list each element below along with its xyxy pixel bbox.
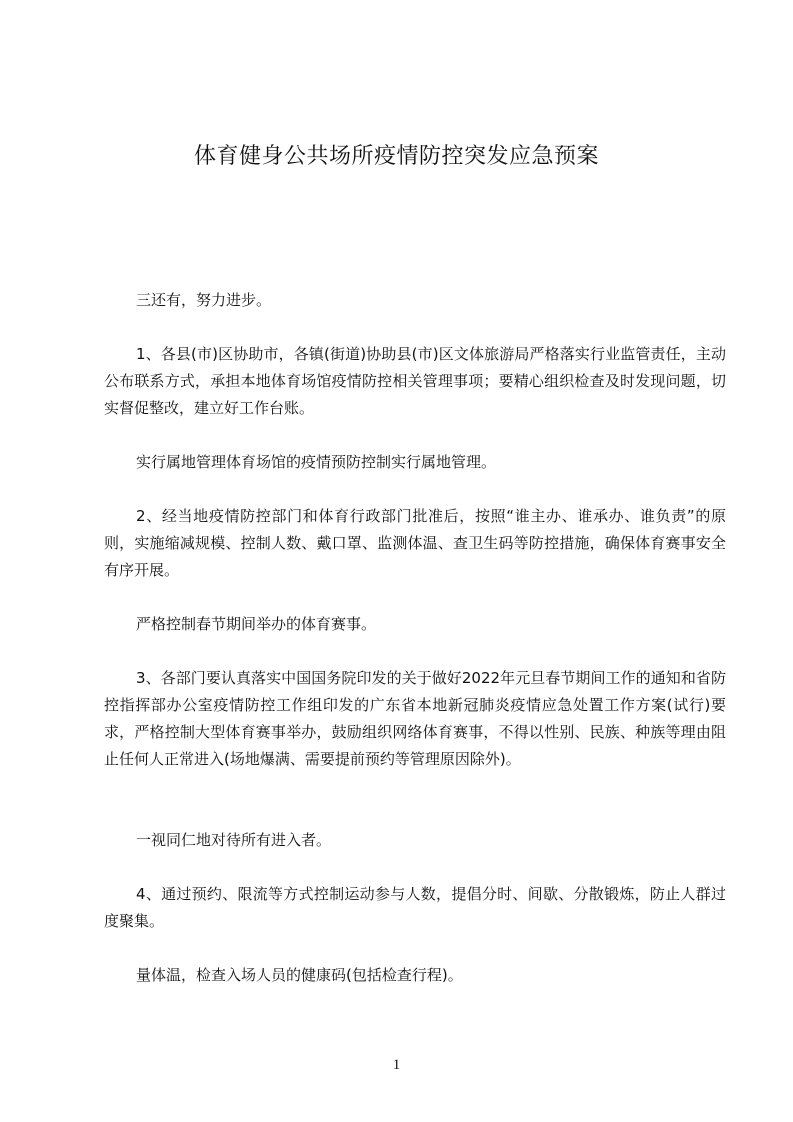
paragraph: 2、经当地疫情防控部门和体育行政部门批准后，按照“谁主办、谁承办、谁负责”的原则，实施缩减规模、控制人数、戴口罩、监测体温、查卫生码等防控措施，确保体育赛事安全有序开展。 xyxy=(104,507,726,579)
page-number: 1 xyxy=(392,1057,401,1073)
paragraph: 3、各部门要认真落实中国国务院印发的关于做好2022年元旦春节期间工作的通知和省防控指挥部办公室疫情防控工作组印发的广东省本地新冠肺炎疫情应急处置工作方案(试行)要求，严格控制大型体育赛事举办，鼓励组织网络体育赛事，不得以性别、民族、种族等理由阻止任何人正常进入(场地爆满、需要提前预约等管理原因除外)。 xyxy=(104,669,726,768)
paragraph: 一视同仁地对待所有进入者。 xyxy=(136,831,332,849)
paragraph: 三还有，努力进步。 xyxy=(136,291,272,309)
paragraph: 量体温，检查入场人员的健康码(包括检查行程)。 xyxy=(136,966,463,984)
paragraph: 4、通过预约、限流等方式控制运动参与人数，提倡分时、间歇、分散锻炼，防止人群过度聚集。 xyxy=(104,885,726,930)
paragraph: 1、各县(市)区协助市，各镇(街道)协助县(市)区文体旅游局严格落实行业监管责任，主动公布联系方式，承担本地体育场馆疫情防控相关管理事项；要精心组织检查及时发现问题，切实督促整改，建立好工作台账。 xyxy=(104,345,726,417)
page-title: 体育健身公共场所疫情防控突发应急预案 xyxy=(193,144,599,169)
paragraph: 实行属地管理体育场馆的疫情预防控制实行属地管理。 xyxy=(136,453,497,471)
paragraph: 严格控制春节期间举办的体育赛事。 xyxy=(136,615,377,633)
